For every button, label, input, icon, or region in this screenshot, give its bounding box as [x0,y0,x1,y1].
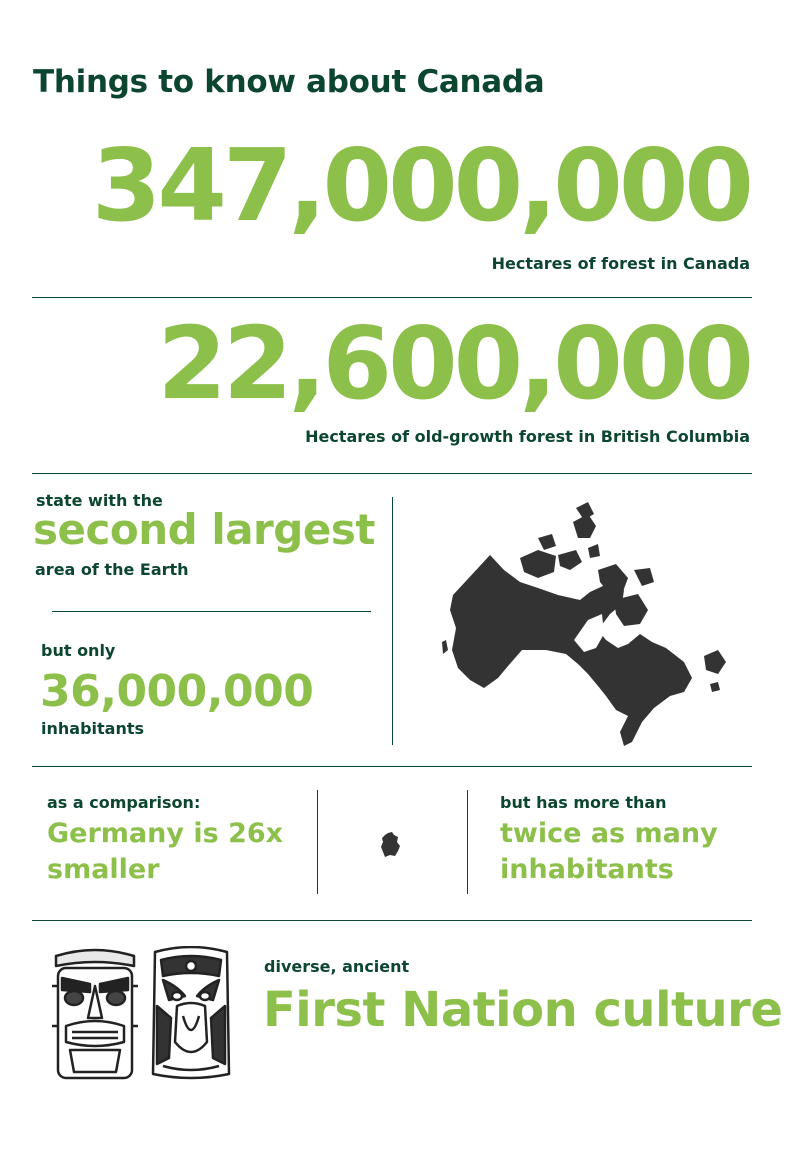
forest-total-caption: Hectares of forest in Canada [491,254,750,273]
population-post-text: inhabitants [41,719,145,738]
population-pre-text: but only [41,641,116,660]
comparison-right-pre-text: but has more than [500,793,667,812]
page-title: Things to know about Canada [33,64,545,100]
divider [32,473,752,474]
divider [392,497,393,745]
divider [32,766,752,767]
totem-face-icon [50,946,140,1082]
totem-bird-icon [147,946,235,1082]
divider [317,790,318,894]
old-growth-caption: Hectares of old-growth forest in British Columbia [305,427,750,446]
population-value: 36,000,000 [40,666,314,717]
divider [467,790,468,894]
comparison-left-statement [47,816,283,888]
canada-map-icon [438,500,738,750]
divider [32,297,752,298]
culture-pre-text: diverse, ancient [264,957,410,976]
comparison-right-line: inhabitants [500,854,674,885]
comparison-left-line: Germany is 26x [47,818,284,849]
area-post-text: area of the Earth [35,560,189,579]
forest-total-value: 347,000,000 [91,127,750,244]
old-growth-value: 22,600,000 [157,305,750,422]
area-pre-text: state with the [36,491,163,510]
culture-highlight: First Nation culture [263,982,783,1038]
germany-map-icon [380,832,402,858]
comparison-right-statement [500,816,718,888]
area-highlight: second largest [33,505,375,554]
divider [32,920,752,921]
comparison-right-line: twice as many [500,818,718,849]
divider [52,611,371,612]
comparison-left-line: smaller [47,854,160,885]
comparison-pre-text: as a comparison: [47,793,201,812]
